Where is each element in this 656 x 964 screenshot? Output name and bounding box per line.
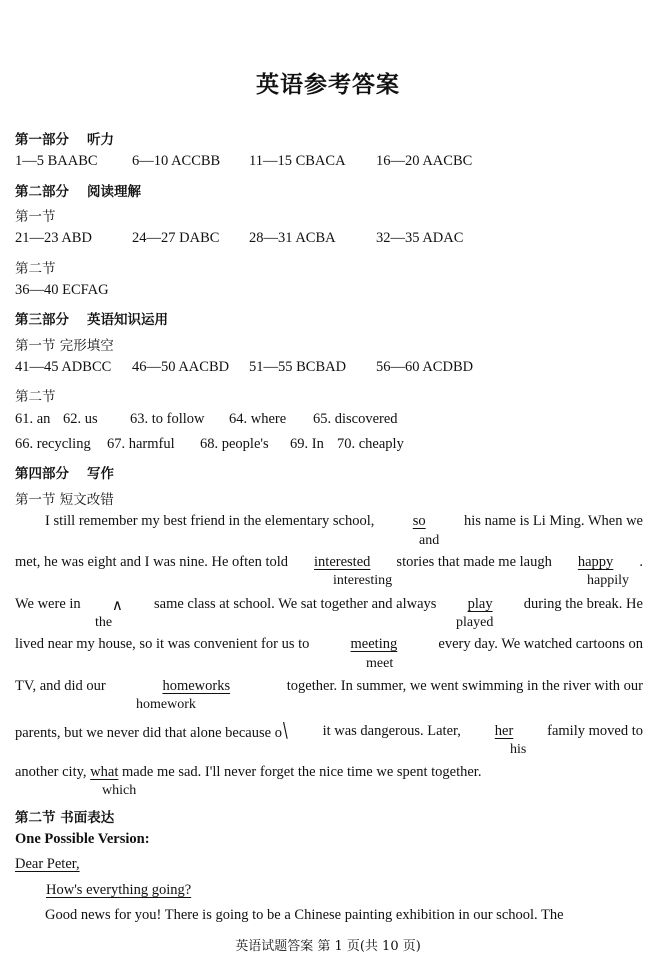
answer-group: 1—5 BAABC — [15, 153, 98, 169]
answer-group: 51—55 BCBAD — [249, 359, 347, 375]
essay-line — [15, 764, 481, 781]
essay-text: same class at school. We sat together and always — [154, 596, 437, 612]
essay-text: together. In summer, we went swimming in the river with our — [286, 678, 643, 694]
delete-mark-icon: \ — [282, 718, 288, 742]
essay-text: parents, but we never did that alone because o — [15, 725, 282, 741]
correction: which — [102, 783, 137, 798]
part3-section1-label: 第一节 完形填空 — [15, 338, 114, 354]
part1-heading — [15, 128, 114, 148]
fill-answers-row — [15, 436, 404, 453]
part4-name: 写作 — [87, 466, 114, 482]
salutation: Dear Peter, — [15, 856, 80, 872]
answer-group: 28—31 ACBA — [249, 230, 336, 246]
error-word: so — [412, 513, 426, 529]
essay-text: . — [639, 554, 643, 570]
part3-heading — [15, 308, 168, 328]
essay-line — [15, 718, 643, 742]
answer-group: 41—45 ADBCC — [15, 359, 112, 375]
error-word: meeting — [350, 636, 398, 652]
part3-label: 第三部分 — [15, 312, 69, 328]
fill-answer: 64. where — [229, 411, 287, 427]
essay-text: stories that made me laugh — [396, 554, 552, 570]
answer-group: 46—50 AACBD — [132, 359, 230, 375]
answer-group: 16—20 AACBC — [376, 153, 473, 169]
fill-answer: 65. discovered — [313, 411, 398, 427]
part4-heading — [15, 462, 114, 482]
essay-text: met, he was eight and I was nine. He often told — [15, 554, 289, 570]
part4-label: 第四部分 — [15, 466, 69, 482]
error-word: what — [90, 764, 119, 780]
fill-answer: 63. to follow — [130, 411, 205, 427]
essay-line — [15, 678, 643, 695]
part2-label: 第二部分 — [15, 184, 69, 200]
essay-line — [15, 596, 643, 614]
part2-section1-label: 第一节 — [15, 209, 56, 225]
fill-answer: 69. In — [290, 436, 324, 452]
error-word: homeworks — [162, 678, 231, 694]
fill-answer: 68. people's — [200, 436, 269, 452]
essay-text: I still remember my best friend in the elementary school, — [45, 513, 375, 529]
page-title: 英语参考答案 — [256, 72, 400, 97]
answer-group: 24—27 DABC — [132, 230, 220, 246]
correction: meet — [366, 656, 394, 671]
fill-answer: 66. recycling — [15, 436, 91, 452]
answer-group: 32—35 ADAC — [376, 230, 464, 246]
part2-section2-label: 第二节 — [15, 261, 56, 277]
error-word: interested — [314, 554, 371, 570]
fill-answer: 62. us — [63, 411, 98, 427]
essay-text — [15, 718, 289, 742]
essay-text: Good news for you! There is going to be a Chinese painting exhibition in our school. The — [45, 907, 564, 923]
essay-line — [15, 636, 643, 653]
answer-group: 56—60 ACDBD — [376, 359, 474, 375]
fill-answer: 70. cheaply — [337, 436, 404, 452]
essay-text: lived near my house, so it was convenient for us to — [15, 636, 310, 652]
essay-text: We were in — [15, 596, 81, 612]
answer-group: 11—15 CBACA — [249, 153, 346, 169]
part3-name: 英语知识运用 — [87, 312, 168, 328]
essay-text: made me sad. I'll never forget the nice time we spent together. — [121, 764, 482, 780]
greeting: How's everything going? — [46, 882, 192, 898]
version-label: One Possible Version: — [15, 831, 150, 847]
correction: the — [95, 615, 113, 630]
part3-section2-label: 第二节 — [15, 389, 56, 405]
correction: homework — [136, 697, 196, 712]
page-footer: 英语试题答案 第 1 页(共 10 页) — [235, 939, 421, 954]
error-word: play — [467, 596, 493, 612]
part1-label: 第一部分 — [15, 132, 69, 148]
correction: played — [456, 615, 494, 630]
essay-text: another city, — [15, 764, 87, 780]
correction: his — [510, 742, 527, 757]
essay-text: TV, and did our — [15, 678, 106, 694]
answer-group: 21—23 ABD — [15, 230, 92, 246]
fill-answer: 67. harmful — [107, 436, 175, 452]
essay-text: during the break. He — [523, 596, 643, 612]
part2-name: 阅读理解 — [87, 184, 141, 200]
part2-section1-answers — [15, 230, 463, 247]
part4-section1-label: 第一节 短文改错 — [15, 492, 114, 508]
fill-answer: 61. an — [15, 411, 51, 427]
correction: and — [419, 533, 440, 548]
essay-text: every day. We watched cartoons on — [438, 636, 643, 652]
correction: happily — [587, 573, 629, 588]
part2-section2-answers: 36—40 ECFAG — [15, 282, 109, 298]
correction: interesting — [333, 573, 393, 588]
error-word: her — [494, 723, 514, 739]
part1-name: 听力 — [87, 132, 114, 148]
essay-text: family moved to — [547, 723, 643, 739]
essay-line — [15, 554, 643, 571]
body-line — [15, 907, 643, 924]
essay-text: it was dangerous. Later, — [322, 723, 461, 739]
part1-answers — [15, 153, 472, 170]
answer-group: 6—10 ACCBB — [132, 153, 221, 169]
insert-caret-icon: ∧ — [111, 596, 123, 614]
part4-section2-label: 第二节 书面表达 — [15, 810, 115, 826]
part2-heading — [15, 180, 141, 200]
essay-text: his name is Li Ming. When we — [464, 513, 643, 529]
fill-answers-row — [15, 411, 398, 428]
essay-line — [15, 513, 643, 530]
error-word: happy — [577, 554, 614, 570]
part3-section1-answers — [15, 359, 473, 376]
